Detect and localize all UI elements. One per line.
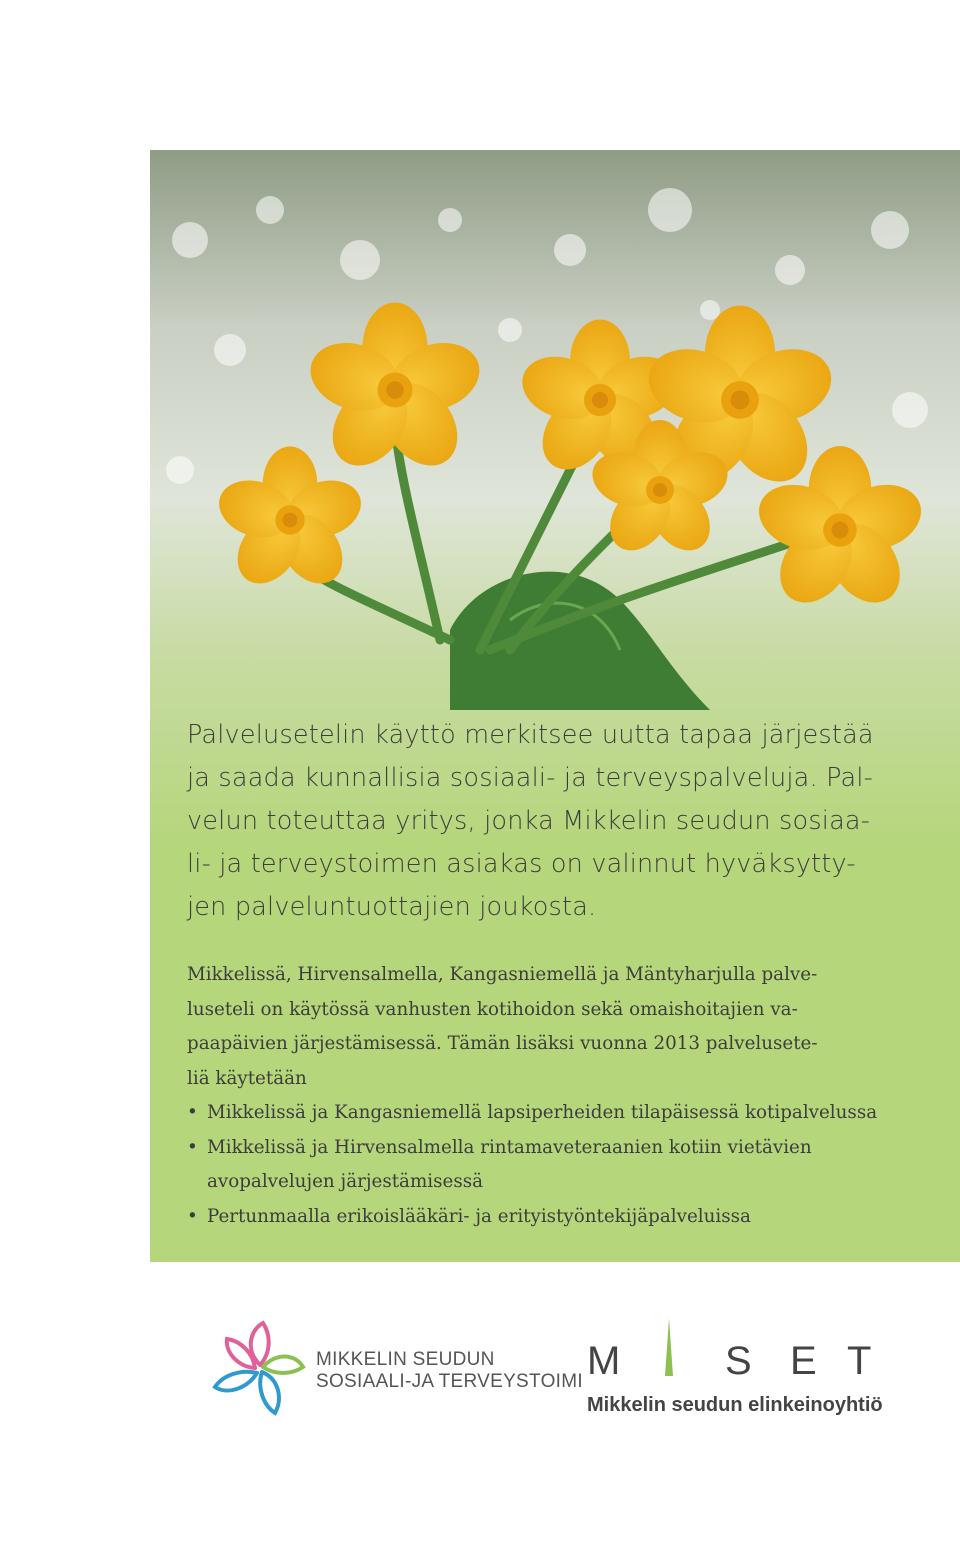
lead-paragraph — [187, 714, 937, 929]
miset-letter-s: S — [725, 1339, 752, 1383]
body-paragraph — [187, 958, 937, 1234]
lead-line: ja saada kunnallisia sosiaali- ja terveyspalveluja. Pal- — [187, 763, 874, 793]
logo-line: SOSIAALI-JA TERVEYSTOIMI — [316, 1371, 583, 1392]
bullet-text: Mikkelissä ja Hirvensalmella rintamaveteraanien kotiin vietävien — [207, 1136, 812, 1158]
bullet-icon: • — [187, 1136, 198, 1158]
bullet-text: Pertunmaalla erikoislääkäri- ja erityistyöntekijäpalveluissa — [207, 1205, 751, 1227]
miset-tagline: Mikkelin seudun elinkeinoyhtiö — [587, 1394, 883, 1416]
lead-line: velun toteuttaa yritys, jonka Mikkelin seudun sosiaa- — [187, 806, 871, 836]
lead-line: jen palveluntuottajien joukosta. — [187, 892, 597, 922]
sosiaali-logo-text — [316, 1349, 583, 1393]
miset-letter-e: E — [790, 1339, 817, 1383]
flower-mark-icon — [205, 1315, 315, 1425]
bullet-icon: • — [187, 1205, 198, 1227]
miset-letter-t: T — [847, 1339, 872, 1383]
bullet-item — [187, 1096, 937, 1131]
body-line: luseteli on käytössä vanhusten kotihoidon sekä omaishoitajien va- — [187, 998, 798, 1020]
bullet-item — [187, 1200, 937, 1235]
bullet-item — [187, 1131, 937, 1166]
body-line: paapäivien järjestämisessä. Tämän lisäksi vuonna 2013 palvelusete- — [187, 1033, 818, 1054]
logo-line: MIKKELIN SEUDUN — [316, 1349, 495, 1370]
content-panel — [150, 150, 960, 1262]
body-line: liä käytetään — [187, 1067, 307, 1089]
bullet-text: Mikkelissä ja Kangasniemellä lapsiperheiden tilapäisessä kotipalvelussa — [207, 1102, 878, 1123]
lead-line: Palvelusetelin käyttö merkitsee uutta tapaa järjestää — [187, 720, 874, 750]
bullet-icon: • — [187, 1102, 198, 1123]
lead-line: li- ja terveystoimen asiakas on valinnut hyväksytty- — [187, 849, 856, 879]
bullet-continuation: avopalvelujen järjestämisessä — [207, 1171, 483, 1192]
miset-logo — [585, 1312, 885, 1392]
body-line: Mikkelissä, Hirvensalmella, Kangasniemellä ja Mäntyharjulla palve- — [187, 964, 818, 985]
miset-letter-m: M — [587, 1339, 623, 1383]
miset-i-mark-icon — [665, 1318, 673, 1376]
